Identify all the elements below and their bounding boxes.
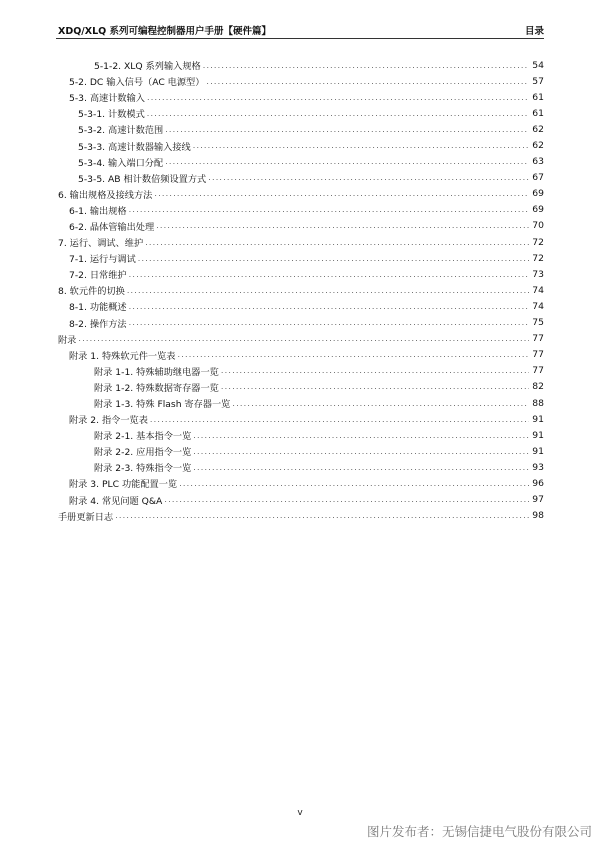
toc-entry[interactable]: [58, 170, 544, 186]
toc-entry[interactable]: [58, 363, 544, 379]
toc-entry-page: 82: [532, 381, 544, 393]
section-title: 目录: [524, 26, 544, 37]
toc-entry-title: 6-2. 晶体管输出处理: [69, 221, 155, 233]
page-header: [58, 22, 544, 38]
toc-entry-page: 77: [532, 349, 544, 361]
toc-entry-title: 5-3-1. 计数模式: [78, 109, 145, 121]
toc-leader-dots: [206, 77, 529, 86]
toc-entry-title: 附录 2-3. 特殊指令一览: [94, 463, 192, 475]
toc-entry[interactable]: [58, 250, 544, 266]
toc-entry-page: 88: [532, 397, 544, 409]
toc-entry[interactable]: [58, 298, 544, 314]
toc-entry[interactable]: [58, 73, 544, 89]
toc-entry[interactable]: [58, 331, 544, 347]
toc-entry[interactable]: [58, 411, 544, 427]
toc-entry[interactable]: [58, 347, 544, 363]
toc-leader-dots: [177, 350, 529, 359]
toc-entry[interactable]: [58, 492, 544, 508]
toc-leader-dots: [129, 318, 529, 327]
toc-leader-dots: [193, 447, 529, 456]
toc-entry-page: 61: [532, 107, 544, 119]
toc-leader-dots: [129, 302, 529, 311]
toc-entry[interactable]: [58, 508, 544, 524]
toc-leader-dots: [203, 61, 529, 70]
toc-entry[interactable]: [58, 218, 544, 234]
toc-entry-page: 91: [532, 429, 544, 441]
toc-leader-dots: [232, 399, 529, 408]
toc-entry-page: 93: [532, 461, 544, 473]
toc-entry-page: 62: [532, 140, 544, 152]
toc-entry-page: 72: [532, 252, 544, 264]
toc-entry-page: 77: [532, 365, 544, 377]
table-of-contents: [58, 57, 544, 524]
toc-entry-title: 5-3. 高速计数输入: [69, 93, 145, 105]
toc-entry[interactable]: [58, 234, 544, 250]
toc-leader-dots: [145, 238, 529, 247]
toc-entry-title: 附录 1-2. 特殊数据寄存器一览: [94, 382, 219, 394]
toc-entry[interactable]: [58, 57, 544, 73]
toc-entry-page: 62: [532, 123, 544, 135]
toc-leader-dots: [193, 431, 529, 440]
toc-entry-page: 73: [532, 268, 544, 280]
toc-entry[interactable]: [58, 379, 544, 395]
toc-entry-title: 5-3-5. AB 相计数倍频设置方式: [78, 173, 207, 185]
toc-entry-page: 69: [532, 204, 544, 216]
toc-entry-page: 72: [532, 236, 544, 248]
toc-entry-page: 67: [532, 172, 544, 184]
toc-entry-title: 附录 4. 常见问题 Q&A: [69, 495, 163, 507]
toc-entry-title: 附录 1. 特殊软元件一览表: [69, 350, 176, 362]
toc-entry-page: 96: [532, 477, 544, 489]
toc-entry-page: 74: [532, 284, 544, 296]
toc-leader-dots: [147, 109, 529, 118]
toc-entry[interactable]: [58, 121, 544, 137]
toc-entry[interactable]: [58, 89, 544, 105]
toc-entry-title: 手册更新日志: [58, 511, 114, 523]
toc-entry-title: 附录 3. PLC 功能配置一览: [69, 479, 178, 491]
toc-leader-dots: [154, 189, 529, 198]
toc-leader-dots: [156, 221, 529, 230]
toc-entry-title: 8. 软元件的切换: [58, 286, 125, 298]
toc-entry-title: 5-1-2. XLQ 系列输入规格: [94, 61, 201, 73]
toc-entry-title: 5-3-4. 输入端口分配: [78, 157, 164, 169]
toc-entry-title: 附录 2-2. 应用指令一览: [94, 447, 192, 459]
toc-entry[interactable]: [58, 154, 544, 170]
toc-entry-title: 附录 1-3. 特殊 Flash 寄存器一览: [94, 399, 231, 411]
toc-entry[interactable]: [58, 266, 544, 282]
page-number: v: [297, 808, 303, 818]
toc-entry[interactable]: [58, 427, 544, 443]
toc-entry[interactable]: [58, 475, 544, 491]
toc-entry-page: 54: [532, 59, 544, 71]
toc-leader-dots: [221, 366, 529, 375]
toc-entry-title: 5-3-3. 高速计数器输入接线: [78, 141, 191, 153]
publisher-watermark: 图片发布者：无锡信捷电气股份有限公司: [366, 824, 592, 839]
toc-entry-title: 6. 输出规格及接线方法: [58, 189, 153, 201]
toc-entry-page: 61: [532, 91, 544, 103]
toc-entry-title: 附录 2. 指令一览表: [69, 415, 148, 427]
toc-leader-dots: [208, 173, 529, 182]
toc-entry-page: 75: [532, 317, 544, 329]
toc-entry-page: 57: [532, 75, 544, 87]
toc-entry[interactable]: [58, 395, 544, 411]
toc-leader-dots: [78, 334, 529, 343]
toc-entry[interactable]: [58, 105, 544, 121]
header-rule: [56, 38, 544, 39]
toc-leader-dots: [127, 286, 529, 295]
toc-entry-title: 附录: [58, 334, 77, 346]
toc-leader-dots: [150, 415, 529, 424]
toc-entry[interactable]: [58, 137, 544, 153]
toc-entry-page: 63: [532, 156, 544, 168]
toc-entry[interactable]: [58, 315, 544, 331]
toc-entry-title: 5-3-2. 高速计数范围: [78, 125, 164, 137]
toc-entry[interactable]: [58, 443, 544, 459]
toc-leader-dots: [179, 479, 529, 488]
toc-entry-title: 7. 运行、调试、维护: [58, 238, 144, 250]
toc-leader-dots: [138, 254, 529, 263]
toc-entry-page: 77: [532, 333, 544, 345]
toc-entry[interactable]: [58, 282, 544, 298]
toc-entry[interactable]: [58, 186, 544, 202]
toc-entry-title: 5-2. DC 输入信号（AC 电源型）: [69, 77, 205, 89]
toc-leader-dots: [115, 511, 529, 520]
toc-leader-dots: [165, 157, 529, 166]
toc-entry-title: 7-2. 日常维护: [69, 270, 127, 282]
toc-leader-dots: [165, 125, 529, 134]
toc-entry-title: 附录 1-1. 特殊辅助继电器一览: [94, 366, 219, 378]
toc-entry-title: 附录 2-1. 基本指令一览: [94, 431, 192, 443]
toc-leader-dots: [129, 205, 529, 214]
toc-entry-page: 91: [532, 445, 544, 457]
toc-leader-dots: [193, 141, 529, 150]
toc-leader-dots: [129, 270, 529, 279]
toc-leader-dots: [164, 495, 529, 504]
toc-entry-page: 98: [532, 510, 544, 522]
toc-leader-dots: [193, 463, 529, 472]
toc-entry-page: 69: [532, 188, 544, 200]
toc-entry-title: 8-2. 操作方法: [69, 318, 127, 330]
toc-entry-page: 91: [532, 413, 544, 425]
toc-entry[interactable]: [58, 202, 544, 218]
toc-leader-dots: [147, 93, 529, 102]
document-title: XDQ/XLQ 系列可编程控制器用户手册【硬件篇】: [58, 26, 272, 37]
toc-leader-dots: [221, 382, 529, 391]
toc-entry-title: 7-1. 运行与调试: [69, 254, 136, 266]
toc-entry-page: 74: [532, 300, 544, 312]
toc-entry-title: 8-1. 功能概述: [69, 302, 127, 314]
toc-entry[interactable]: [58, 459, 544, 475]
toc-entry-title: 6-1. 输出规格: [69, 205, 127, 217]
toc-entry-page: 97: [532, 494, 544, 506]
toc-entry-page: 70: [532, 220, 544, 232]
